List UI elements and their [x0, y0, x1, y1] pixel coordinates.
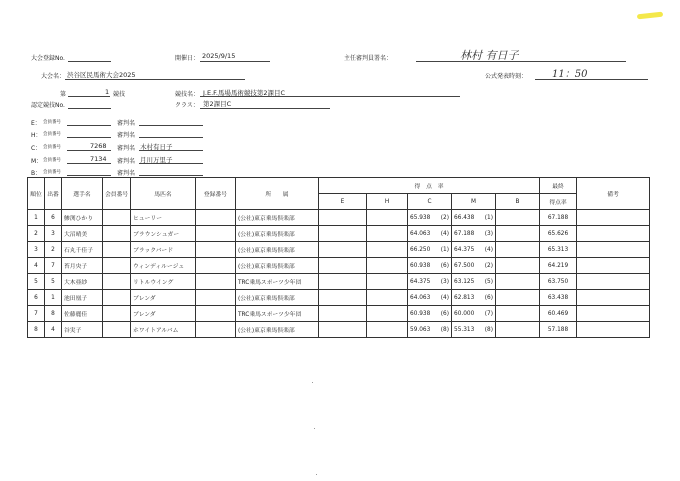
- score-e-cell: [319, 290, 367, 306]
- rider-cell: 池田凰子: [62, 290, 103, 306]
- rank-cell: 4: [28, 258, 45, 274]
- score-m-rank: (2): [484, 262, 493, 269]
- horse-cell: ヒューリー: [131, 210, 196, 226]
- score-b-cell: [496, 258, 540, 274]
- remarks-cell: [577, 226, 650, 242]
- rider-cell: 谷実子: [62, 322, 103, 338]
- score-b-cell: [496, 274, 540, 290]
- score-m-rank: (7): [484, 310, 493, 317]
- score-c-rank: (3): [440, 278, 449, 285]
- table-row: [28, 322, 650, 338]
- reg-cell: [196, 226, 236, 242]
- order-cell: 8: [45, 306, 62, 322]
- rank-cell: 7: [28, 306, 45, 322]
- judge-position: H：: [31, 132, 42, 139]
- announce-value: 11：50: [552, 69, 588, 80]
- score-header: 得 点 率: [319, 178, 540, 194]
- score-c-rank: (8): [440, 326, 449, 333]
- rank-cell: 5: [28, 274, 45, 290]
- member-cell: [103, 322, 131, 338]
- remarks-cell: [577, 210, 650, 226]
- score-m-cell: 67.500: [454, 262, 475, 269]
- score-b-cell: [496, 290, 540, 306]
- judge-member-underline: [67, 150, 111, 151]
- registration-underline: [68, 61, 111, 62]
- reg-cell: [196, 322, 236, 338]
- rider-cell: 苔月央子: [62, 258, 103, 274]
- judge-name-label: 審判名: [117, 120, 136, 127]
- announce-underline: [535, 79, 648, 80]
- judge-name-underline: [139, 125, 203, 126]
- score-e-cell: [319, 210, 367, 226]
- event-underline: [65, 79, 245, 80]
- score-c-cell: 59.063: [410, 326, 431, 333]
- club-cell: TRC乗馬スポーツ少年団: [236, 306, 319, 322]
- rank-cell: 2: [28, 226, 45, 242]
- competition-no-suffix: 競技: [113, 91, 126, 98]
- scan-dot: [316, 474, 317, 475]
- member-cell: [103, 290, 131, 306]
- judge-name-underline: [139, 137, 203, 138]
- remarks-cell: [577, 274, 650, 290]
- judge-name-label: 審判名: [117, 170, 136, 177]
- club-cell: (公社)東京乗馬倶楽部: [236, 226, 319, 242]
- score-c-rank: (1): [440, 246, 449, 253]
- column-header: 馬匹名: [131, 178, 196, 210]
- judge-name-label: 審判名: [117, 145, 136, 152]
- score-m-rank: (1): [484, 214, 493, 221]
- score-h-cell: [367, 258, 408, 274]
- judge-name: 木村有日子: [140, 143, 173, 151]
- score-e-cell: [319, 306, 367, 322]
- judge-name-label: 審判名: [117, 132, 136, 139]
- column-header: 所 属: [236, 178, 319, 210]
- scan-dot: [314, 428, 315, 429]
- club-cell: TRC乗馬スポーツ少年団: [236, 274, 319, 290]
- member-cell: [103, 258, 131, 274]
- rank-cell: 6: [28, 290, 45, 306]
- horse-cell: ブレンダ: [131, 290, 196, 306]
- date-label: 開催日：: [175, 55, 200, 62]
- rider-cell: 大木亜紗: [62, 274, 103, 290]
- table-row: [28, 210, 650, 226]
- table-row: [28, 258, 650, 274]
- judge-member-label: 会員番号: [43, 132, 61, 137]
- competition-name-value: J.E.F.馬場馬術競技第2課目C: [203, 89, 286, 97]
- score-e-cell: [319, 258, 367, 274]
- registration-label: 大会登録No.: [31, 55, 65, 62]
- score-c-cell: 60.938: [410, 310, 431, 317]
- club-cell: (公社)東京乗馬倶楽部: [236, 242, 319, 258]
- score-m-cell: 67.188: [454, 230, 475, 237]
- score-b-cell: [496, 306, 540, 322]
- rank-cell: 3: [28, 242, 45, 258]
- rank-cell: 8: [28, 322, 45, 338]
- signature-underline: [416, 61, 626, 62]
- score-b-cell: [496, 242, 540, 258]
- judge-name-label: 審判名: [117, 158, 136, 165]
- horse-cell: ブラウンシュガー: [131, 226, 196, 242]
- score-m-rank: (6): [484, 294, 493, 301]
- horse-cell: ブレンダ: [131, 306, 196, 322]
- reg-cell: [196, 306, 236, 322]
- final-score-cell: 64.219: [540, 258, 577, 274]
- judge-member-label: 会員番号: [43, 120, 61, 125]
- club-cell: (公社)東京乗馬倶楽部: [236, 290, 319, 306]
- score-h-cell: [367, 226, 408, 242]
- final-header: 最終: [540, 178, 577, 194]
- judge-member-no: 7134: [90, 155, 107, 163]
- judge-position: M：: [31, 158, 43, 165]
- score-c-cell: 65.938: [410, 214, 431, 221]
- member-cell: [103, 242, 131, 258]
- column-header: M: [452, 194, 496, 210]
- column-header: 選手名: [62, 178, 103, 210]
- judge-member-label: 会員番号: [43, 170, 61, 175]
- judge-member-no: 7268: [90, 142, 107, 150]
- score-h-cell: [367, 242, 408, 258]
- remarks-cell: [577, 322, 650, 338]
- score-h-cell: [367, 210, 408, 226]
- score-e-cell: [319, 322, 367, 338]
- rider-cell: 鯵渕ひかり: [62, 210, 103, 226]
- highlighter-mark: [637, 12, 663, 20]
- score-e-cell: [319, 274, 367, 290]
- score-c-rank: (4): [440, 294, 449, 301]
- date-underline: [200, 61, 270, 62]
- reg-cell: [196, 290, 236, 306]
- column-header: 順位: [28, 178, 45, 210]
- final-score-cell: 67.188: [540, 210, 577, 226]
- judge-member-label: 会員番号: [43, 145, 61, 150]
- score-c-rank: (6): [440, 310, 449, 317]
- column-header: E: [319, 194, 367, 210]
- score-b-cell: [496, 226, 540, 242]
- reg-cell: [196, 258, 236, 274]
- final-score-cell: 65.626: [540, 226, 577, 242]
- final-subheader: 得点率: [540, 194, 577, 210]
- column-header: H: [367, 194, 408, 210]
- competition-name-underline: [200, 96, 460, 97]
- order-cell: 7: [45, 258, 62, 274]
- horse-cell: リトルウイング: [131, 274, 196, 290]
- judge-position: C：: [31, 145, 42, 152]
- order-cell: 3: [45, 226, 62, 242]
- date-value: 2025/9/15: [202, 52, 236, 60]
- remarks-header: 備考: [577, 178, 650, 210]
- horse-cell: ブラックバード: [131, 242, 196, 258]
- scan-dot: [312, 382, 313, 383]
- judge-member-underline: [67, 125, 111, 126]
- competition-name-label: 競技名：: [175, 91, 200, 98]
- score-m-rank: (3): [484, 230, 493, 237]
- score-e-cell: [319, 242, 367, 258]
- judge-member-underline: [67, 175, 111, 176]
- class-value: 第2課目C: [203, 100, 232, 108]
- remarks-cell: [577, 290, 650, 306]
- judge-name-underline: [139, 175, 203, 176]
- order-cell: 6: [45, 210, 62, 226]
- judge-member-underline: [67, 163, 111, 164]
- judge-name-underline: [139, 150, 203, 151]
- club-cell: (公社)東京乗馬倶楽部: [236, 322, 319, 338]
- final-score-cell: 63.750: [540, 274, 577, 290]
- score-c-cell: 64.063: [410, 294, 431, 301]
- class-label: クラス：: [175, 102, 199, 109]
- event-label: 大会名：: [41, 73, 66, 80]
- score-b-cell: [496, 210, 540, 226]
- horse-cell: ホワイトアルバム: [131, 322, 196, 338]
- score-m-cell: 63.125: [454, 278, 475, 285]
- judge-position: B：: [31, 170, 42, 177]
- event-value: 渋谷区民馬術大会2025: [67, 71, 136, 79]
- score-h-cell: [367, 322, 408, 338]
- score-m-cell: 55.313: [454, 326, 475, 333]
- results-table: [27, 177, 650, 338]
- cert-label: 認定競技No.: [31, 102, 65, 109]
- judge-name-underline: [139, 163, 203, 164]
- score-m-cell: 66.438: [454, 214, 475, 221]
- score-c-cell: 66.250: [410, 246, 431, 253]
- final-score-cell: 57.188: [540, 322, 577, 338]
- order-cell: 1: [45, 290, 62, 306]
- table-row: [28, 226, 650, 242]
- reg-cell: [196, 274, 236, 290]
- reg-cell: [196, 242, 236, 258]
- table-row: [28, 290, 650, 306]
- column-header: 出番: [45, 178, 62, 210]
- table-row: [28, 306, 650, 322]
- score-b-cell: [496, 322, 540, 338]
- rank-cell: 1: [28, 210, 45, 226]
- announce-label: 公式発表時刻：: [485, 73, 528, 80]
- judge-member-label: 会員番号: [43, 158, 61, 163]
- score-e-cell: [319, 226, 367, 242]
- chief-judge-label: 主任審判員署名：: [344, 55, 393, 62]
- order-cell: 4: [45, 322, 62, 338]
- score-h-cell: [367, 274, 408, 290]
- score-c-rank: (2): [440, 214, 449, 221]
- member-cell: [103, 226, 131, 242]
- cert-underline: [68, 108, 111, 109]
- score-m-rank: (5): [484, 278, 493, 285]
- competition-no-underline: [68, 96, 110, 97]
- club-cell: (公社)東京乗馬倶楽部: [236, 258, 319, 274]
- competition-no-label: 第: [60, 91, 67, 98]
- order-cell: 5: [45, 274, 62, 290]
- column-header: B: [496, 194, 540, 210]
- table-row: [28, 274, 650, 290]
- competition-no-value: 1: [105, 88, 110, 96]
- score-c-rank: (6): [440, 262, 449, 269]
- column-header: 登録番号: [196, 178, 236, 210]
- member-cell: [103, 274, 131, 290]
- member-cell: [103, 210, 131, 226]
- chief-judge-signature: 林村 有日子: [460, 49, 519, 62]
- final-score-cell: 65.313: [540, 242, 577, 258]
- rider-cell: 佐藤麗佳: [62, 306, 103, 322]
- score-m-rank: (4): [484, 246, 493, 253]
- judge-position: E：: [31, 120, 41, 127]
- class-underline: [200, 108, 330, 109]
- table-row: [28, 242, 650, 258]
- score-m-rank: (8): [484, 326, 493, 333]
- score-c-rank: (4): [440, 230, 449, 237]
- score-m-cell: 62.813: [454, 294, 475, 301]
- remarks-cell: [577, 258, 650, 274]
- score-h-cell: [367, 290, 408, 306]
- score-c-cell: 64.375: [410, 278, 431, 285]
- column-header: 会員番号: [103, 178, 131, 210]
- rider-cell: 大沼晴美: [62, 226, 103, 242]
- judge-name: 月川万里子: [140, 156, 173, 164]
- score-m-cell: 60.000: [454, 310, 475, 317]
- score-m-cell: 64.375: [454, 246, 475, 253]
- judge-member-underline: [67, 137, 111, 138]
- final-score-cell: 60.469: [540, 306, 577, 322]
- remarks-cell: [577, 242, 650, 258]
- reg-cell: [196, 210, 236, 226]
- score-c-cell: 60.938: [410, 262, 431, 269]
- score-h-cell: [367, 306, 408, 322]
- order-cell: 2: [45, 242, 62, 258]
- member-cell: [103, 306, 131, 322]
- club-cell: (公社)東京乗馬倶楽部: [236, 210, 319, 226]
- final-score-cell: 63.438: [540, 290, 577, 306]
- rider-cell: 石丸千佳子: [62, 242, 103, 258]
- score-c-cell: 64.063: [410, 230, 431, 237]
- remarks-cell: [577, 306, 650, 322]
- horse-cell: ウィンディルージュ: [131, 258, 196, 274]
- column-header: C: [408, 194, 452, 210]
